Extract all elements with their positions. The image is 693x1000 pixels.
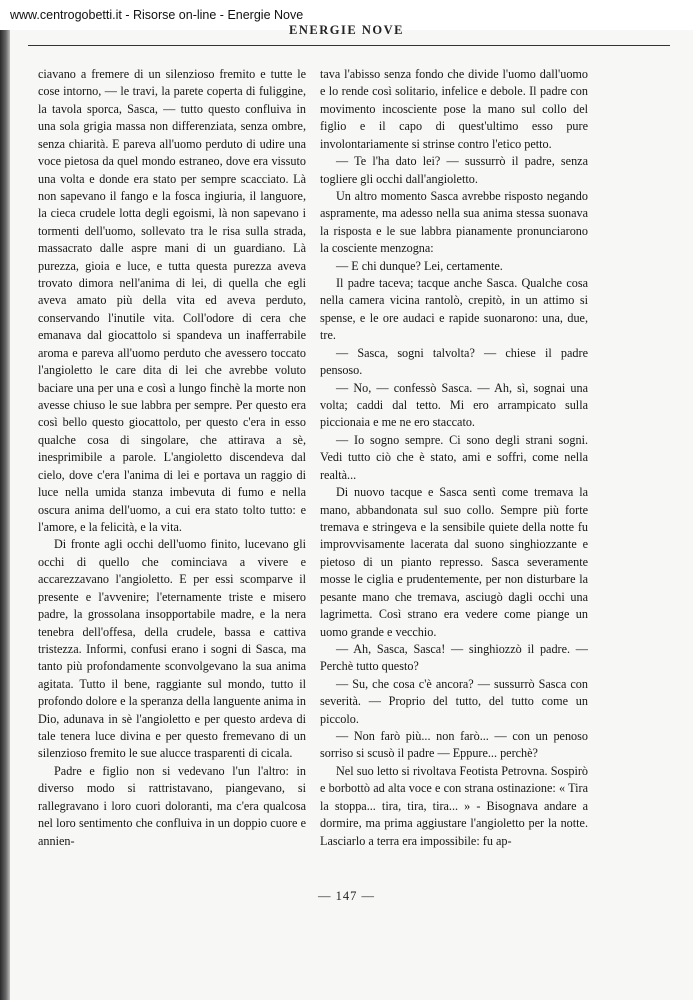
paragraph: — Sasca, sogni talvolta? — chiese il padre pensoso. [320, 345, 588, 378]
paragraph: — Io sogno sempre. Ci sono degli strani sogni. Vedi tutto ciò che è stato, ami e soffri, come nella realtà... [320, 432, 588, 482]
header-rule [28, 45, 670, 46]
running-header: ENERGIE NOVE [289, 23, 404, 37]
paragraph: — E chi dunque? Lei, certamente. [336, 258, 503, 273]
right-column [320, 66, 588, 850]
paragraph: — Non farò più... non farò... — con un penoso sorriso si scusò il padre — Eppure... perchè? [320, 729, 588, 761]
paragraph: ciavano a fremere di un silenzioso fremito e tutte le cose intorno, — le travi, la parete coperta di fuliggine, la tavola sporca, Sasca, — tutto questo confluiva in una sola grigia massa non differenziata, senza ombre, senza chiarità. E pareva all'uomo perduto di udire una voce pietosa da quel mondo estraneo, dove era vissuto una volta e donde era stato per sempre scacciato. Là non sapevano il fango e la fosca ingiuria, il languore, la cieca crudele lotta degli egoismi, là non sapevano i tormenti dell'uomo, sollevato tra le risa sulla strada, massacrato dalle aspre mani di un guardiano. Là purezza, gioia e luce, e tutta questa purezza aveva trovato dimora nell'anima di lei, di quella che egli aveva amato più della vita ed aveva perduto, conservando l'inutile vita. Coll'odore di cera che emanava dal giocattolo si spandeva un inafferrabile aroma e pareva all'uomo perduto che avessero toccato l'angioletto le care dita di lei che avrebbe voluto baciare una per una e così a lungo finchè la morte non avesse chiuso le sue labbra per sempre. Per questo era così bello questo giocattolo, per questo c'era in esso qualche cosa di singolare, che attirava a sè, inesprimibile a parole. L'angioletto discendeva dal cielo, dove c'era l'anima di lei e portava un raggio di luce nella umida stanza imbevuta di fumo e nella oscura anima dell'uomo, a cui era stato tolto tutto: e l'amore, e la felicità, e la vita. [38, 67, 306, 534]
source-banner-text: www.centrogobetti.it - Risorse on-line - Energie Nove [10, 8, 304, 22]
paragraph: — Te l'ha dato lei? — sussurrò il padre, senza togliere gli occhi dall'angioletto. [320, 154, 588, 186]
paragraph: Il padre taceva; tacque anche Sasca. Qualche cosa nella camera vicina rantolò, crepitò, in un attimo si spense, e le ore audaci e rapide suonarono: una, due, tre. [320, 276, 588, 343]
paragraph: — No, — confessò Sasca. — Ah, sì, sognai una volta; caddi dal tetto. Mi ero arrampicato sulla piccionaia e me ne ero staccato. [320, 380, 588, 430]
paragraph: Di fronte agli occhi dell'uomo finito, lucevano gli occhi di quello che cominciava a vivere e accarezzavano l'angioletto. E per essi scomparve il presente e l'avvenire; l'eternamente triste e misero padre, la grossolana insopportabile madre, e la nera tenebra dell'offesa, della crudele, bassa e cattiva tristezza. Informi, confusi erano i sogni di Sasca, ma tanto più profondamente sconvolgevano la sua anima agitata. Tutto il bene, raggiante sul mondo, tutto il profondo dolore e la speranza della languente anima in Dio, adunava in sè l'angioletto e per questo ardeva di tale tenera luce divina e per questo fremevano di un silenzioso fremito le sue alucce trasparenti di cicala. [38, 537, 306, 761]
paragraph: Un altro momento Sasca avrebbe risposto negando aspramente, ma adesso nella sua anima stessa suonava la risposta e le sue labbra pianamente pronunciarono la cosciente menzogna: [320, 188, 588, 256]
paragraph: Di nuovo tacque e Sasca sentì come tremava la mano, abbandonata sul suo collo. Sempre più forte tremava e stringeva e la sensibile quiete della notte fu improvvisamente lacerata dal suono singhiozzante e pietoso di un pianto represso. Sasca severamente mosse le ciglia e prudentemente, per non disturbare la pesante mano che tremava, asciugò dagli occhi una lagrimetta. Così strano era vedere come piange un uomo grande e vecchio. [320, 485, 588, 639]
paragraph: — Ah, Sasca, Sasca! — singhiozzò il padre. — Perchè tutto questo? [320, 641, 588, 674]
left-column [38, 66, 306, 850]
paragraph: Padre e figlio non si vedevano l'un l'altro: in diverso modo si rattristavano, piangevano, si rallegravano i loro cuori doloranti, ma c'era qualcosa nel loro sentimento che confluiva in un doppio cuore e annien- [38, 763, 306, 848]
scan-edge-shadow [0, 30, 10, 1000]
paragraph: Nel suo letto si rivoltava Feotista Petrovna. Sospirò e borbottò ad alta voce e con strana ostinazione: « Tira la stoppa... tira, tira, tira... » - Bisognava andare a dormire, ma prima aggiustare l'angioletto per la notte. Lasciarlo a terra era impossibile: fu ap- [320, 763, 588, 848]
page-number: — 147 — [318, 889, 375, 903]
paragraph: — Su, che cosa c'è ancora? — sussurrò Sasca con severità. — Proprio del tutto, del tutto come un piccolo. [320, 676, 588, 726]
paragraph: tava l'abisso senza fondo che divide l'uomo dall'uomo e lo rende così solitario, infelice e debole. Il padre con movimento incosciente pose la mano sul collo del figlio e il capo di quest'ultimo esso pure involontariamente si strinse contro l'etico petto. [320, 67, 588, 151]
